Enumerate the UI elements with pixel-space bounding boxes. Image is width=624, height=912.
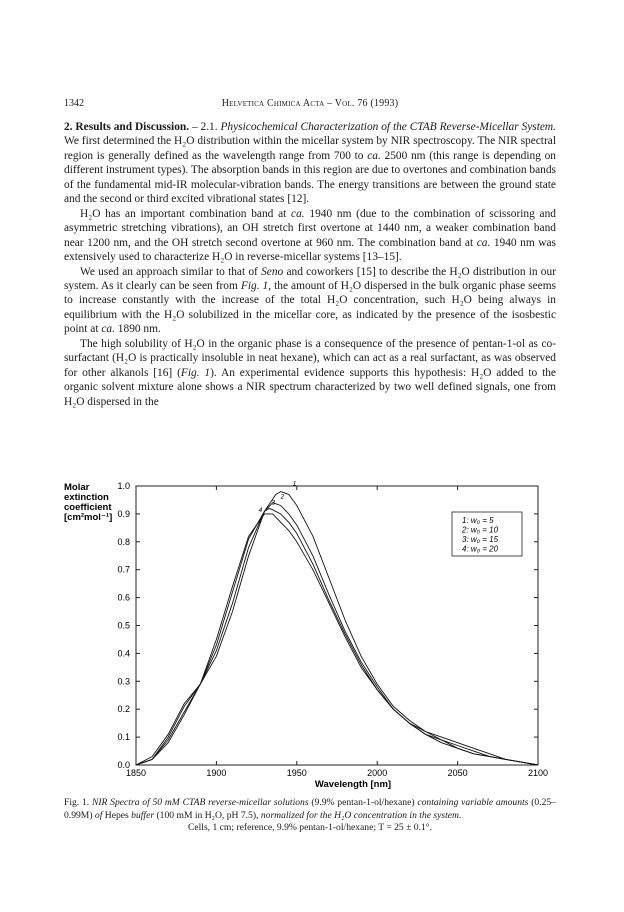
y-tick-label: 0.4 (117, 648, 130, 659)
running-header (64, 98, 556, 112)
page-number: 1342 (64, 98, 84, 109)
curve-label: 1 (292, 480, 297, 488)
paragraph-1: 2. Results and Discussion. – 2.1. Physicochemical Characterization of the CTAB Reverse-Micellar System. We first determined the H₂O distribution within the micellar system by NIR spectroscopy. The NIR spectral region is generally defined as the wavelength range from 700 to ca. 2500 nm (this range is depending on different instrument types). The absorption bands in this region are due to overtones and combination bands of the fundamental mid-IR molecular-vibration bands. The energy transitions are between the ground state and the second or third excited vibrational states [12]. (64, 121, 556, 206)
figure-reference: Fig. 1 (180, 366, 211, 379)
paragraph-2: H₂O has an important combination band at ca. 1940 nm (due to the combination of scissoring and asymmetric stretching vibrations), an OH stretch first overtone at 1440 nm, a weaker combination band near 1200 nm, and the OH stretch second overtone at 960 nm. The combination band at ca. 1940 nm was extensively used to characterize H₂O in reverse-micellar systems [13–15]. (64, 207, 556, 264)
curve-label: 2 (280, 493, 285, 501)
legend-entry: 3: w₀ = 15 (462, 535, 499, 544)
curve-label: 4 (258, 506, 263, 514)
legend-entry: 2: w₀ = 10 (462, 525, 499, 535)
y-tick-label: 0.3 (117, 676, 130, 687)
x-tick-label: 2050 (447, 768, 468, 778)
y-tick-label: 0.5 (117, 620, 130, 631)
figure-caption: Fig. 1. NIR Spectra of 50 mM CTAB reverse-micellar solutions (9.9% pentan-1-ol/hexane) containing variable amounts (0.25–0.99M) of Hepes buffer (100 mM in H₂O, pH 7.5), normalized for the H₂O concentration in the system. Cells, 1 cm; reference, 9.9% pentan-1-ol/hexane; T = 25 ± 0.1°. (64, 797, 556, 834)
curve-label: 3 (271, 499, 276, 507)
x-axis-label: Wavelength [nm] (314, 779, 392, 790)
legend-entry: 1: w₀ = 5 (462, 516, 494, 525)
y-tick-label: 0.0 (117, 760, 130, 770)
caption-conditions: Cells, 1 cm; reference, 9.9% pentan-1-ol/hexane; T = 25 ± 0.1°. (187, 822, 433, 834)
caption-label: Fig. 1. (64, 797, 92, 808)
x-tick-label: 1900 (206, 768, 227, 778)
chart-labels (64, 481, 548, 790)
legend-entry: 4: w₀ = 20 (462, 544, 499, 554)
y-tick-label: 0.8 (117, 536, 130, 547)
y-axis-label: Molar (64, 482, 90, 493)
subsection-heading: Physicochemical Characterization of the CTAB Reverse-Micellar System. (220, 121, 556, 133)
y-tick-label: 0.9 (117, 508, 130, 519)
x-tick-label: 2100 (527, 768, 549, 778)
x-tick-label: 1850 (125, 768, 147, 778)
journal-title: Helvetica Chimica Acta – Vol. 76 (1993) (221, 98, 399, 109)
section-heading: 2. Results and Discussion. (64, 121, 190, 133)
paragraph-4: The high solubility of H₂O in the organic phase is a consequence of the presence of pentan-1-ol as co-surfactant (H₂O is practically insoluble in neat hexane), which can act as a real surfactant, as was observed for other alkanols [16] (Fig. 1). An experimental evidence supports this hypothesis: H₂O added to the organic solvent mixture alone shows a NIR spectrum characterized by two well defined signals, one from H₂O dispersed in the (64, 337, 556, 408)
figure-reference: Fig. 1 (240, 279, 269, 292)
y-tick-label: 0.7 (117, 564, 130, 575)
y-tick-label: 0.1 (117, 732, 130, 743)
y-tick-label: 1.0 (117, 481, 130, 491)
body-text (64, 120, 556, 409)
y-axis-label: extinction (64, 492, 109, 503)
y-tick-label: 0.6 (117, 592, 130, 603)
x-tick-label: 1950 (286, 768, 307, 778)
y-axis-label: [cm²mol⁻¹] (64, 512, 113, 523)
y-axis-label: coefficient (64, 502, 112, 513)
paragraph-3: We used an approach similar to that of Seno and coworkers [15] to describe the H₂O distribution in our system. As it clearly can be seen from Fig. 1, the amount of H₂O dispersed in the bulk organic phase seems to increase constantly with the increase of the total H₂O concentration, such H₂O being always in equilibrium with the H₂O solubilized in the micellar core, as indicated by the presence of the isosbestic point at ca. 1890 nm. (64, 265, 556, 336)
figure-1-chart (60, 478, 570, 798)
chart-svg (60, 478, 570, 798)
y-tick-label: 0.2 (117, 704, 130, 715)
x-tick-label: 2000 (367, 768, 388, 778)
